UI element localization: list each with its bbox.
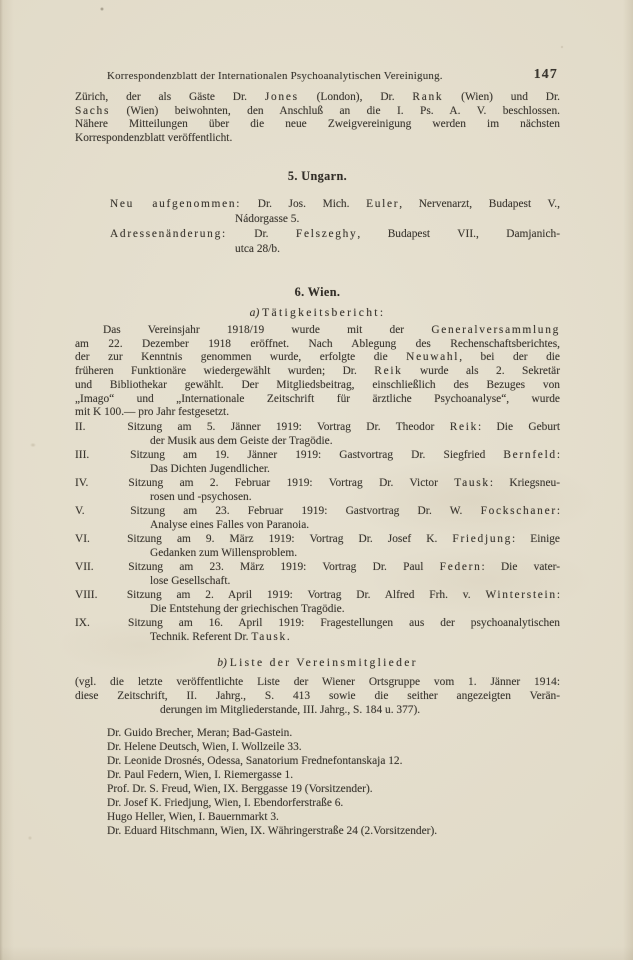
text-line	[150, 518, 560, 532]
text-run: Dr. Josef K. Friedjung, Wien, I. Ebendorferstraße 6.	[107, 797, 344, 809]
list-numeral: VI.	[75, 532, 90, 545]
text-line	[150, 462, 560, 476]
italic-text: a)	[249, 306, 260, 319]
text-line	[75, 351, 560, 365]
text-run: der Musik aus dem Geiste der Tragödie.	[150, 434, 333, 447]
text-run: Dr.	[226, 228, 296, 240]
spaced-text: Reik	[449, 420, 479, 433]
text-column	[75, 66, 561, 838]
text-run: (Wien) und Dr.	[443, 91, 560, 103]
text-line	[75, 476, 560, 490]
text-line	[75, 393, 560, 407]
text-run: und Bibliothekar gewählt. Der Mitgliedsbeitrag, einschließlich des Bezuges von	[75, 378, 560, 391]
text-line	[75, 105, 560, 119]
text-run: , Budapest VII., Damjanich-	[357, 228, 560, 240]
page-number: 147	[533, 66, 558, 81]
text-run: (Wien) beiwohnten, den Anschluß an die I. Ps. A. V. beschlossen.	[110, 104, 560, 117]
section-heading-wien	[75, 284, 560, 301]
spaced-text: Reik	[374, 365, 403, 378]
text-run: (London), Dr.	[298, 91, 413, 103]
text-run: rosen und -psychosen.	[150, 490, 252, 503]
text-run: Hugo Heller, Wien, I. Bauernmarkt 3.	[107, 811, 279, 824]
text-line	[75, 168, 560, 185]
text-run: mit K 100.— pro Jahr festgesetzt.	[75, 406, 230, 419]
text-line	[75, 560, 560, 574]
text-line	[110, 197, 560, 212]
text-run: Sitzung am 23. März 1919: Vortrag Dr. Paul	[112, 560, 440, 573]
text-line	[150, 490, 560, 504]
text-line	[150, 434, 560, 448]
text-line	[75, 675, 560, 689]
list-numeral: IX.	[75, 616, 90, 629]
list-numeral: VII.	[75, 560, 94, 573]
spaced-text: Fockschaner	[480, 504, 557, 517]
text-run: , bei der die	[459, 351, 560, 364]
text-run: Dr. Helene Deutsch, Wien, I. Wollzeile 33.	[107, 740, 302, 753]
bold-text: 6. Wien.	[294, 285, 341, 299]
text-run: : Die Geburt	[478, 420, 561, 433]
text-line	[75, 118, 560, 132]
text-run: lose Gesellschaft.	[150, 574, 231, 587]
text-line	[75, 532, 560, 546]
text-run: (vgl. die letzte veröffentlichte Liste der Wiener Ortsgruppe vom 1. Jänner 1914:	[75, 675, 560, 688]
text-run: utca 28/b.	[235, 243, 280, 255]
spaced-text: Rank	[412, 91, 444, 103]
spaced-text: Jones	[264, 91, 299, 103]
text-line	[75, 655, 560, 671]
text-run: Prof. Dr. S. Freud, Wien, IX. Berggasse 19 (Vorsitzender).	[107, 782, 373, 795]
text-run: Sitzung am 16. April 1919: Fragestellungen aus der psychoanalytischen	[112, 616, 560, 629]
list-numeral: V.	[75, 504, 85, 517]
spaced-text: Generalversammlung	[431, 324, 560, 336]
text-line	[160, 703, 560, 717]
text-line	[75, 91, 560, 105]
section-heading-ungarn	[75, 168, 560, 185]
text-run: Dr. Paul Federn, Wien, I. Riemergasse 1.	[107, 768, 294, 781]
text-line	[107, 824, 560, 838]
spaced-text: Winterstein	[485, 588, 557, 601]
text-run: Das Vereinsjahr 1918/19 wurde mit der	[103, 324, 432, 336]
spaced-text: Felszeghy	[295, 228, 358, 240]
text-run: Sitzung am 23. Februar 1919: Gastvortrag Dr. W.	[112, 504, 481, 517]
text-run: Gedanken zum Willensproblem.	[150, 546, 298, 559]
text-run: derungen im Mitgliederstande, III. Jahrg., S. 184 u. 377).	[160, 704, 421, 717]
text-run: Nádorgasse 5.	[235, 213, 300, 225]
spaced-text: Tausk	[251, 630, 287, 643]
text-line	[150, 546, 560, 560]
text-run: der zur Kenntnis genommen wurde, erfolgte die	[75, 351, 407, 364]
text-line	[107, 810, 560, 824]
text-run: : Die vater-	[481, 560, 560, 573]
text-run: : Kriegsneu-	[489, 476, 560, 489]
text-line	[75, 616, 560, 630]
text-line	[75, 689, 560, 703]
text-run: Korrespondenzblatt veröffentlicht.	[75, 131, 233, 144]
text-run: Dr. Leonide Drosnés, Odessa, Sanatorium Frednefontanskaja 12.	[107, 754, 403, 767]
spaced-text: Neuwahl	[406, 351, 460, 364]
text-line	[150, 630, 560, 644]
text-run: Die Entstehung der griechischen Tragödie.	[150, 602, 345, 615]
taetigkeitsbericht-paragraph	[75, 324, 560, 420]
spaced-text: Tätigkeitsbericht:	[262, 306, 386, 319]
text-line	[107, 796, 560, 810]
text-line	[75, 420, 560, 434]
text-line	[75, 379, 560, 393]
mitglieder-list	[75, 726, 560, 839]
text-run: Sitzung am 5. Jänner 1919: Vortrag Dr. Theodor	[112, 420, 450, 433]
italic-text: b)	[217, 655, 227, 669]
text-line	[235, 242, 560, 257]
text-run: am 22. Dezember 1918 eröffnet. Nach Ablegung des Rechenschaftsberichtes,	[75, 337, 560, 350]
subheading-mitgliederliste	[75, 655, 560, 671]
text-run: :	[556, 504, 560, 517]
text-run: Dr. Eduard Hitschmann, Wien, IX. Währingerstraße 24 (2.Vorsitzender).	[107, 825, 438, 838]
subheading-taetigkeitsbericht	[75, 305, 560, 321]
text-run: Sitzung am 19. Jänner 1919: Gastvortrag Dr. Siegfried	[112, 448, 504, 461]
text-run: wurde als 2. Sekretär	[402, 365, 560, 378]
text-run: :	[556, 448, 560, 461]
text-run: Technik. Referent Dr.	[150, 630, 252, 643]
text-line	[75, 284, 560, 301]
text-line	[107, 726, 560, 740]
spaced-text: Tausk	[454, 476, 490, 489]
spaced-text: Federn	[439, 560, 482, 573]
text-line	[150, 574, 560, 588]
spaced-text: Adressenänderung:	[110, 228, 227, 240]
text-line	[235, 212, 560, 227]
text-run: , Nervenarzt, Budapest V.,	[399, 198, 560, 210]
text-line	[75, 365, 560, 379]
text-line	[75, 338, 560, 352]
text-run: Analyse eines Falles von Paranoia.	[150, 518, 310, 531]
text-run: Zürich, der als Gäste Dr.	[75, 91, 265, 103]
text-line	[110, 227, 560, 242]
text-line	[75, 305, 560, 321]
text-line	[103, 324, 560, 338]
vgl-paragraph	[75, 675, 560, 718]
text-run: Sitzung am 2. Februar 1919: Vortrag Dr. Victor	[112, 476, 455, 489]
spaced-text: Sachs	[75, 104, 111, 117]
list-numeral: IV.	[75, 476, 89, 489]
document-blocks	[75, 91, 560, 838]
text-run: : Einige	[512, 532, 560, 545]
spaced-text: Friedjung	[452, 532, 513, 545]
spaced-text: Euler	[366, 198, 400, 210]
text-run: „Imago“ und „Internationale Zeitschrift für ärztliche Psychoanalyse“, wurde	[75, 392, 560, 405]
text-line	[75, 448, 560, 462]
text-line	[107, 754, 560, 768]
text-run: Das Dichten Jugendlicher.	[150, 462, 270, 475]
text-run: Sitzung am 9. März 1919: Vortrag Dr. Josef K.	[112, 532, 453, 545]
spaced-text: Neu aufgenommen:	[110, 198, 242, 210]
text-run: diese Zeitschrift, II. Jahrg., S. 413 sowie die seither angezeigten Verän-	[75, 690, 560, 703]
spaced-text: Liste der Vereinsmitglieder	[229, 655, 418, 669]
spaced-text: Bernfeld	[503, 448, 557, 461]
text-run: Dr. Jos. Mich.	[241, 198, 367, 210]
text-line	[107, 768, 560, 782]
sitzungen-list	[75, 420, 560, 644]
list-numeral: II.	[75, 420, 86, 433]
text-line	[75, 406, 560, 420]
list-numeral: III.	[75, 448, 90, 461]
ungarn-entries	[75, 197, 560, 257]
running-header	[75, 66, 560, 84]
text-line	[107, 740, 560, 754]
list-numeral: VIII.	[75, 588, 98, 601]
text-line	[150, 602, 560, 616]
text-line	[107, 782, 560, 796]
text-line	[75, 588, 560, 602]
text-line	[75, 132, 560, 146]
intro-paragraph	[75, 91, 560, 145]
text-line	[75, 504, 560, 518]
text-run: Nähere Mitteilungen über die neue Zweigvereinigung werden im nächsten	[75, 118, 560, 130]
text-run: .	[286, 630, 290, 643]
bold-text: 5. Ungarn.	[287, 169, 348, 183]
text-run: Sitzung am 2. April 1919: Vortrag Dr. Alfred Frh. v.	[112, 588, 486, 601]
text-run: früheren Funktionäre wiedergewählt wurden; Dr.	[75, 365, 375, 378]
running-header-title: Korrespondenzblatt der Internationalen Psychoanalytischen Vereinigung.	[107, 70, 443, 82]
text-run: :	[556, 588, 560, 601]
text-run: Dr. Guido Brecher, Meran; Bad-Gastein.	[107, 726, 293, 739]
